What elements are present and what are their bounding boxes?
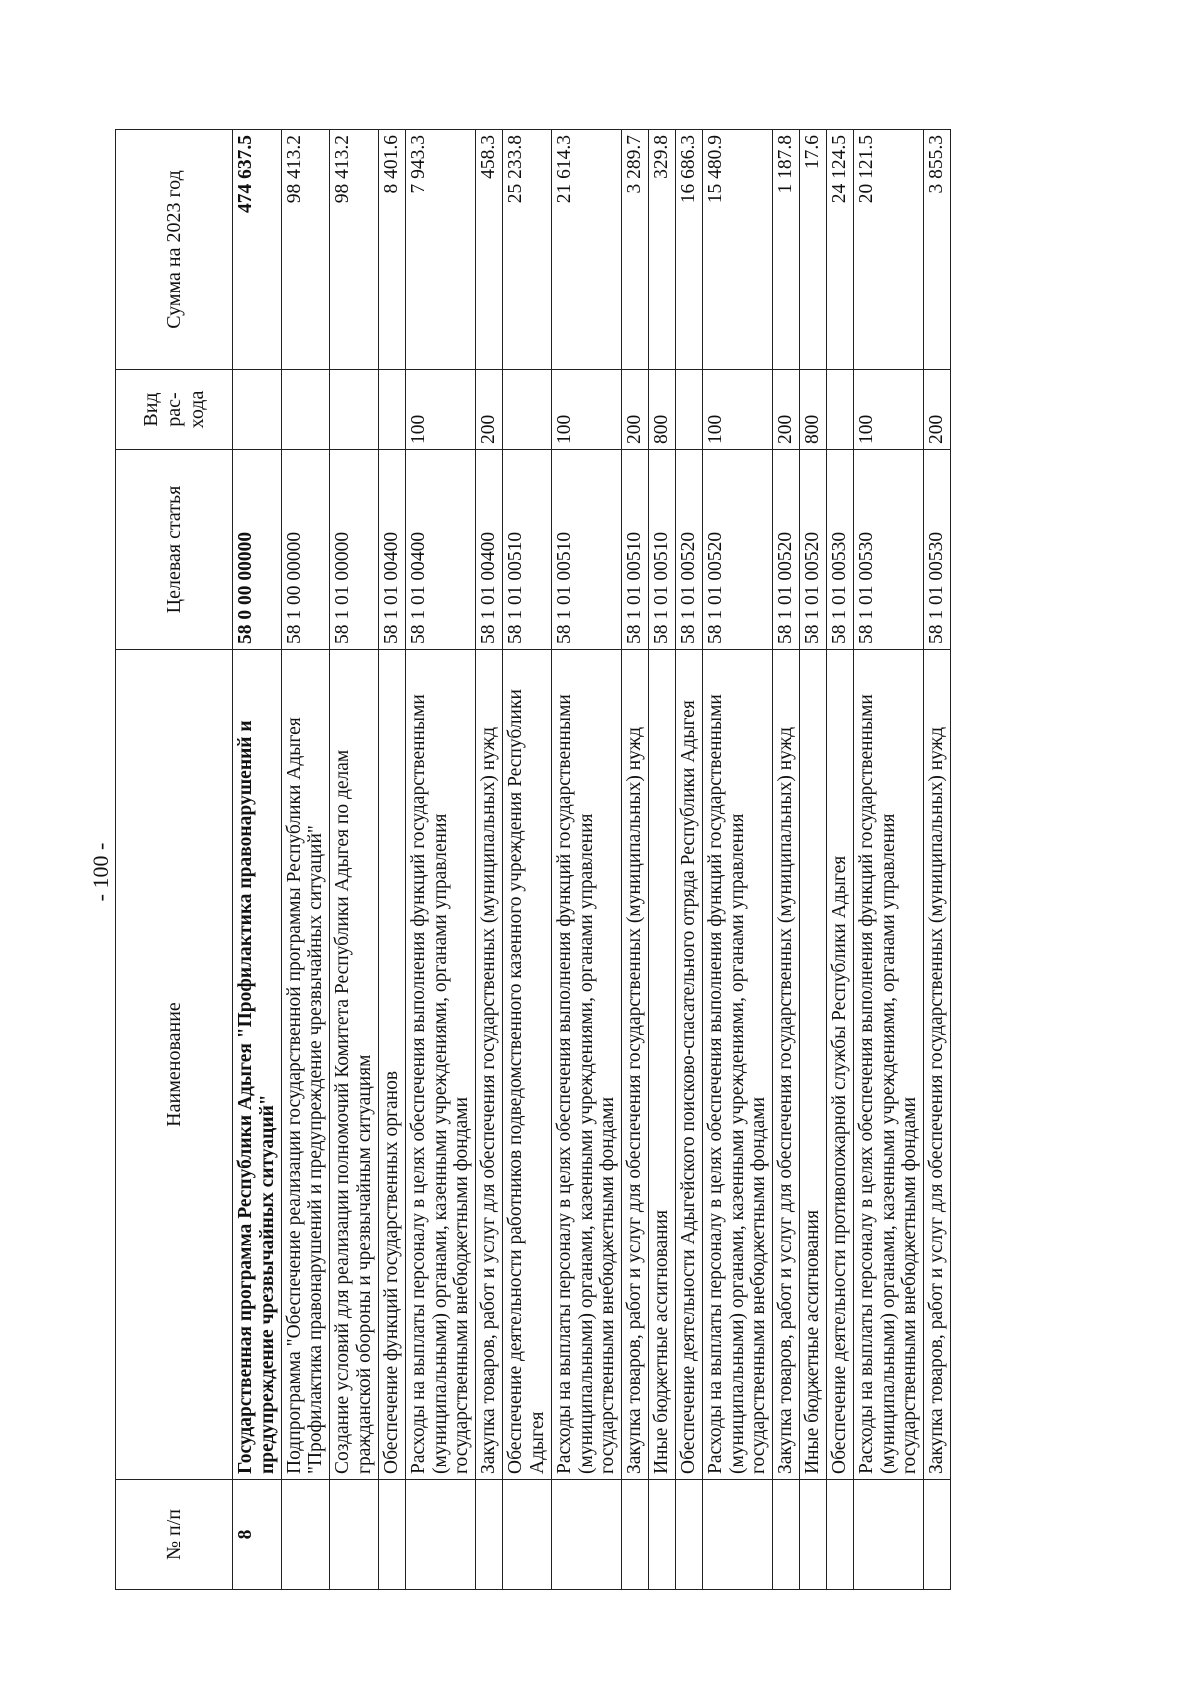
table-row [773,130,800,1590]
cell-sum: 3 289.7 [622,130,649,370]
table-row [476,130,503,1590]
cell-sum: 20 121.5 [853,130,923,370]
cell-name: Закупка товаров, работ и услуг для обеспечения государственных (муниципальных) нужд [476,650,503,1480]
table-row [503,130,552,1590]
cell-sum: 24 124.5 [826,130,853,370]
budget-table [115,129,951,1590]
cell-num [800,1480,827,1590]
cell-code: 58 1 01 00530 [826,450,853,650]
cell-num [826,1480,853,1590]
cell-name: Обеспечение функций государственных органов [378,650,405,1480]
cell-vid: 800 [649,370,676,450]
cell-code: 58 1 01 00510 [551,450,621,650]
cell-name: Расходы на выплаты персоналу в целях обеспечения выполнения функций государственными (муниципальными) органами, казенными учреждениями, органами управления государственными внебюджетными фондами [853,650,923,1480]
cell-num [281,1480,330,1590]
header-sum: Сумма на 2023 год [116,130,233,370]
cell-vid: 100 [551,370,621,450]
cell-code: 58 1 01 00510 [503,450,552,650]
header-name: Наименование [116,650,233,1480]
table-row [622,130,649,1590]
cell-sum: 8 401.6 [378,130,405,370]
cell-name: Иные бюджетные ассигнования [649,650,676,1480]
table-body [233,130,951,1590]
cell-sum: 329.8 [649,130,676,370]
cell-code: 58 1 01 00400 [405,450,475,650]
cell-num [853,1480,923,1590]
table-row [702,130,772,1590]
header-vid: Вид рас-хода [116,370,233,450]
cell-name: Государственная программа Республики Адыгея "Профилактика правонарушений и предупреждение чрезвычайных ситуаций" [233,650,282,1480]
table-row [826,130,853,1590]
cell-vid: 200 [924,370,951,450]
cell-vid: 200 [773,370,800,450]
cell-vid: 100 [405,370,475,450]
table-row [853,130,923,1590]
header-num: № п/п [116,1480,233,1590]
table-row [405,130,475,1590]
cell-num [476,1480,503,1590]
cell-code: 58 1 00 00000 [281,450,330,650]
cell-sum: 474 637.5 [233,130,282,370]
cell-name: Обеспечение деятельности Адыгейского поисково-спасательного отряда Республики Адыгея [675,650,702,1480]
cell-sum: 3 855.3 [924,130,951,370]
cell-name: Обеспечение деятельности работников подведомственного казенного учреждения Республики Адыгея [503,650,552,1480]
cell-vid: 100 [853,370,923,450]
table-row [281,130,330,1590]
cell-num [622,1480,649,1590]
cell-vid [826,370,853,450]
cell-num [702,1480,772,1590]
cell-name: Закупка товаров, работ и услуг для обеспечения государственных (муниципальных) нужд [622,650,649,1480]
cell-code: 58 1 01 00530 [853,450,923,650]
table-row [649,130,676,1590]
cell-sum: 1 187.8 [773,130,800,370]
cell-code: 58 0 00 00000 [233,450,282,650]
cell-name: Иные бюджетные ассигнования [800,650,827,1480]
cell-code: 58 1 01 00000 [330,450,379,650]
table-row [378,130,405,1590]
cell-num [551,1480,621,1590]
cell-sum: 7 943.3 [405,130,475,370]
table-row [330,130,379,1590]
cell-name: Расходы на выплаты персоналу в целях обеспечения выполнения функций государственными (муниципальными) органами, казенными учреждениями, органами управления государственными внебюджетными фондами [405,650,475,1480]
cell-code: 58 1 01 00520 [702,450,772,650]
cell-num [924,1480,951,1590]
cell-vid: 200 [476,370,503,450]
cell-sum: 17.6 [800,130,827,370]
cell-vid [675,370,702,450]
cell-name: Расходы на выплаты персоналу в целях обеспечения выполнения функций государственными (муниципальными) органами, казенными учреждениями, органами управления государственными внебюджетными фондами [551,650,621,1480]
cell-num [330,1480,379,1590]
cell-name: Расходы на выплаты персоналу в целях обеспечения выполнения функций государственными (муниципальными) органами, казенными учреждениями, органами управления государственными внебюджетными фондами [702,650,772,1480]
cell-sum: 98 413.2 [330,130,379,370]
cell-sum: 25 233.8 [503,130,552,370]
cell-sum: 21 614.3 [551,130,621,370]
page-number: - 100 - [88,842,113,902]
budget-table-container [115,130,1075,1590]
cell-name: Обеспечение деятельности противопожарной службы Республики Адыгея [826,650,853,1480]
cell-num [378,1480,405,1590]
table-row [924,130,951,1590]
cell-code: 58 1 01 00520 [800,450,827,650]
cell-code: 58 1 01 00530 [924,450,951,650]
cell-vid: 100 [702,370,772,450]
cell-code: 58 1 01 00520 [773,450,800,650]
table-row [551,130,621,1590]
cell-sum: 458.3 [476,130,503,370]
cell-code: 58 1 01 00510 [649,450,676,650]
cell-name: Подпрограмма "Обеспечение реализации государственной программы Республики Адыгея "Профилактика правонарушений и предупреждение чрезвычайных ситуаций" [281,650,330,1480]
cell-num [773,1480,800,1590]
cell-code: 58 1 01 00520 [675,450,702,650]
table-row [233,130,282,1590]
cell-num [649,1480,676,1590]
cell-vid [503,370,552,450]
cell-num: 8 [233,1480,282,1590]
cell-sum: 15 480.9 [702,130,772,370]
cell-code: 58 1 01 00510 [622,450,649,650]
cell-sum: 16 686.3 [675,130,702,370]
cell-code: 58 1 01 00400 [378,450,405,650]
cell-code: 58 1 01 00400 [476,450,503,650]
cell-name: Закупка товаров, работ и услуг для обеспечения государственных (муниципальных) нужд [924,650,951,1480]
cell-vid [233,370,282,450]
cell-num [405,1480,475,1590]
cell-num [503,1480,552,1590]
cell-num [675,1480,702,1590]
table-header-row [116,130,233,1590]
table-row [675,130,702,1590]
cell-vid [378,370,405,450]
cell-vid [281,370,330,450]
table-row [800,130,827,1590]
cell-sum: 98 413.2 [281,130,330,370]
cell-vid [330,370,379,450]
cell-name: Создание условий для реализации полномочий Комитета Республики Адыгея по делам гражданской обороны и чрезвычайным ситуациям [330,650,379,1480]
cell-vid: 800 [800,370,827,450]
cell-vid: 200 [622,370,649,450]
header-code: Целевая статья [116,450,233,650]
cell-name: Закупка товаров, работ и услуг для обеспечения государственных (муниципальных) нужд [773,650,800,1480]
